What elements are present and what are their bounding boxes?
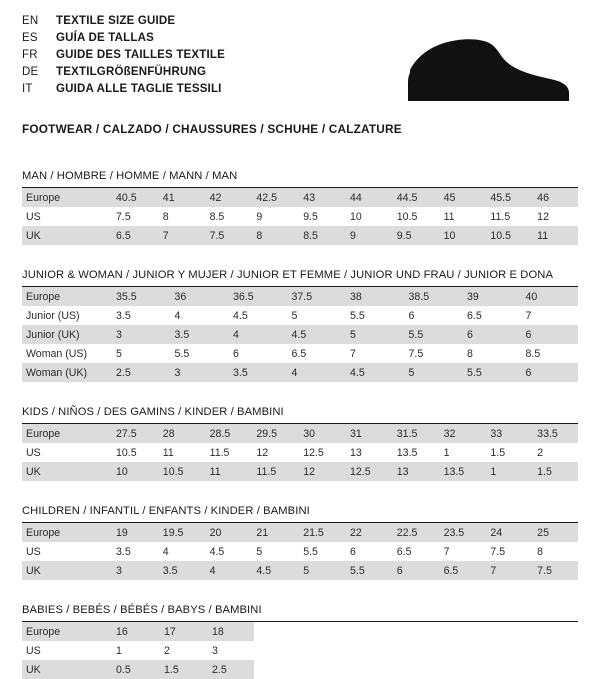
size-cell: 7: [443, 545, 450, 558]
table-row: [22, 542, 578, 561]
row-label: Woman (UK): [22, 363, 110, 382]
size-cell: 8: [467, 347, 473, 360]
size-cell: 43: [297, 188, 344, 207]
size-cell: 1: [443, 446, 450, 459]
size-cell: 25: [531, 523, 578, 542]
table-row: [22, 561, 578, 580]
row-label: US: [26, 446, 41, 459]
size-cell: 7.5: [490, 545, 506, 558]
size-cell: 44.5: [391, 188, 438, 207]
size-cell: 11: [204, 462, 251, 481]
size-cell: 5: [116, 347, 122, 360]
size-cell: 5.5: [174, 347, 190, 360]
size-cell: 12: [297, 462, 344, 481]
size-cell: 38: [344, 287, 403, 306]
size-cell: 11.5: [490, 210, 511, 223]
size-cell: 36.5: [227, 287, 286, 306]
size-cell: 9.5: [303, 210, 318, 223]
size-cell: 3.5: [116, 545, 131, 558]
size-cell: 6: [349, 545, 356, 558]
size-block-title: KIDS / NIÑOS / DES GAMINS / KINDER / BAMBINI: [22, 406, 578, 424]
size-cell: 4.5: [209, 545, 225, 558]
row-label: Junior (UK): [22, 325, 110, 344]
size-cell: 5: [297, 561, 344, 580]
size-block: [22, 170, 578, 245]
size-table: [22, 287, 578, 382]
size-cell: 30: [297, 424, 344, 443]
size-cell: 11.5: [250, 462, 297, 481]
size-cell: 42: [204, 188, 251, 207]
size-cell: 31.5: [391, 424, 438, 443]
size-cell: 10.5: [157, 462, 204, 481]
size-cell: 2.5: [206, 660, 254, 679]
size-cell: 21: [250, 523, 297, 542]
size-cell: 12: [256, 446, 269, 459]
size-cell: 4: [204, 561, 251, 580]
size-cell: 46: [531, 188, 578, 207]
size-cell: 5.5: [403, 325, 462, 344]
table-row: [22, 523, 578, 542]
size-cell: 10.5: [484, 226, 531, 245]
size-cell: 7: [350, 347, 356, 360]
size-cell: 7: [157, 226, 204, 245]
table-row: [22, 363, 578, 382]
size-cell: 19.5: [157, 523, 204, 542]
language-row: [22, 31, 225, 48]
size-cell: 3.5: [169, 325, 228, 344]
row-label: US: [26, 545, 41, 558]
size-cell: 7.5: [531, 561, 578, 580]
size-cell: 33.5: [531, 424, 578, 443]
size-cell: 1: [116, 644, 122, 657]
size-cell: 19: [110, 523, 157, 542]
size-cell: 9: [344, 226, 391, 245]
size-cell: 3: [169, 363, 228, 382]
table-row: [22, 462, 578, 481]
size-cell: 5: [256, 545, 263, 558]
size-cell: 8.5: [209, 210, 225, 223]
row-label: UK: [22, 226, 110, 245]
dress-shoe-icon: [372, 30, 572, 108]
size-cell: 1.5: [531, 462, 578, 481]
size-cell: 11: [531, 226, 578, 245]
size-table: [22, 622, 578, 679]
table-row: [22, 660, 578, 679]
size-cell: 6.5: [467, 309, 482, 322]
size-cell: 11: [162, 446, 174, 459]
size-blocks: [22, 170, 578, 679]
size-cell: 9.5: [391, 226, 438, 245]
table-row: [22, 226, 578, 245]
size-cell: 37.5: [286, 287, 345, 306]
language-title: TEXTILE SIZE GUIDE: [56, 15, 176, 27]
row-label: UK: [22, 462, 110, 481]
language-row: [22, 14, 225, 31]
size-cell: 7: [525, 309, 532, 322]
size-cell: 1: [484, 462, 531, 481]
language-code: DE: [22, 66, 39, 78]
row-label: Europe: [22, 287, 110, 306]
size-cell: 41: [157, 188, 204, 207]
size-cell: 6: [233, 347, 239, 360]
size-cell: 32: [438, 424, 485, 443]
language-title-list: [22, 14, 225, 99]
size-cell: 3.5: [227, 363, 286, 382]
row-label: Europe: [22, 523, 110, 542]
document-header: [22, 14, 578, 108]
size-cell: 40.5: [110, 188, 157, 207]
language-code: FR: [22, 49, 38, 61]
size-cell: 8.5: [525, 347, 541, 360]
size-cell: 6: [520, 325, 579, 344]
spacer-cell: [254, 660, 578, 679]
table-row: [22, 622, 578, 641]
size-cell: 7.5: [116, 210, 131, 223]
size-cell: 2: [537, 446, 544, 459]
size-cell: 23.5: [438, 523, 485, 542]
size-cell: 7.5: [408, 347, 424, 360]
language-title: TEXTILGRÖßENFÜHRUNG: [56, 66, 207, 78]
row-label: Junior (US): [26, 309, 80, 322]
size-cell: 22.5: [391, 523, 438, 542]
size-cell: 2: [164, 644, 170, 657]
size-block-title: CHILDREN / INFANTIL / ENFANTS / KINDER / BAMBINI: [22, 505, 578, 523]
size-cell: 1.5: [490, 446, 506, 459]
size-cell: 6: [408, 309, 415, 322]
size-cell: 3: [110, 325, 169, 344]
size-cell: 16: [110, 622, 158, 641]
size-cell: 13: [391, 462, 438, 481]
language-row: [22, 82, 225, 99]
spacer-cell: [254, 622, 578, 641]
size-cell: 6.5: [291, 347, 307, 360]
size-cell: 10.5: [116, 446, 137, 459]
table-row: [22, 306, 578, 325]
row-label: Europe: [22, 424, 110, 443]
size-cell: 7.5: [204, 226, 251, 245]
size-cell: 40: [520, 287, 579, 306]
size-block: [22, 269, 578, 382]
table-row: [22, 424, 578, 443]
size-cell: 8: [537, 545, 544, 558]
language-title: GUIDA ALLE TAGLIE TESSILI: [56, 83, 222, 95]
language-row: [22, 48, 225, 65]
size-cell: 6.5: [110, 226, 157, 245]
table-row: [22, 443, 578, 462]
table-row: [22, 188, 578, 207]
size-cell: 5: [403, 363, 462, 382]
size-cell: 8: [162, 210, 169, 223]
size-cell: 4: [162, 545, 169, 558]
spacer-cell: [254, 641, 578, 660]
size-cell: 6: [391, 561, 438, 580]
size-cell: 6: [520, 363, 579, 382]
size-cell: 45: [438, 188, 485, 207]
size-cell: 13.5: [438, 462, 485, 481]
size-block-title: MAN / HOMBRE / HOMME / MANN / MAN: [22, 170, 578, 188]
size-cell: 17: [158, 622, 206, 641]
size-cell: 45.5: [484, 188, 531, 207]
size-cell: 18: [206, 622, 254, 641]
size-block: [22, 406, 578, 481]
size-cell: 12.5: [344, 462, 391, 481]
size-cell: 5.5: [303, 545, 318, 558]
language-title: GUIDE DES TAILLES TEXTILE: [56, 49, 225, 61]
table-row: [22, 207, 578, 226]
size-cell: 5.5: [344, 561, 391, 580]
size-cell: 10: [349, 210, 362, 223]
size-block-title: JUNIOR & WOMAN / JUNIOR Y MUJER / JUNIOR ET FEMME / JUNIOR UND FRAU / JUNIOR E DONA: [22, 269, 578, 287]
size-cell: 12: [537, 210, 549, 223]
size-cell: 4.5: [286, 325, 345, 344]
size-cell: 1.5: [158, 660, 206, 679]
row-label: Europe: [22, 622, 110, 641]
language-row: [22, 65, 225, 82]
size-cell: 13.5: [396, 446, 418, 459]
size-cell: 36: [169, 287, 228, 306]
size-cell: 28.5: [204, 424, 251, 443]
row-label: Woman (US): [26, 347, 88, 360]
table-row: [22, 287, 578, 306]
size-cell: 8: [250, 226, 297, 245]
size-cell: 4.5: [344, 363, 403, 382]
size-cell: 20: [204, 523, 251, 542]
row-label: UK: [22, 561, 110, 580]
row-label: Europe: [22, 188, 110, 207]
size-cell: 12.5: [303, 446, 324, 459]
size-table: [22, 424, 578, 481]
size-table: [22, 523, 578, 580]
size-cell: 44: [344, 188, 391, 207]
size-cell: 24: [484, 523, 531, 542]
size-cell: 3: [212, 644, 218, 657]
size-cell: 29.5: [250, 424, 297, 443]
row-label: UK: [22, 660, 110, 679]
size-cell: 33: [484, 424, 531, 443]
size-block-title: BABIES / BEBÉS / BÉBÉS / BABYS / BAMBINI: [22, 604, 578, 622]
size-cell: 5: [344, 325, 403, 344]
size-cell: 28: [157, 424, 204, 443]
size-cell: 3.5: [157, 561, 204, 580]
table-row: [22, 641, 578, 660]
size-cell: 10: [110, 462, 157, 481]
size-cell: 4: [286, 363, 345, 382]
language-code: IT: [22, 83, 33, 95]
size-cell: 6.5: [438, 561, 485, 580]
size-cell: 21.5: [297, 523, 344, 542]
size-cell: 5.5: [461, 363, 520, 382]
language-code: ES: [22, 32, 38, 44]
category-heading: FOOTWEAR / CALZADO / CHAUSSURES / SCHUHE / CALZATURE: [22, 122, 402, 136]
table-row: [22, 325, 578, 344]
row-label: US: [26, 210, 41, 223]
size-cell: 4: [174, 309, 181, 322]
language-title: GUÍA DE TALLAS: [56, 32, 154, 44]
size-cell: 0.5: [110, 660, 158, 679]
size-block: [22, 505, 578, 580]
size-cell: 11.5: [209, 446, 230, 459]
size-cell: 2.5: [110, 363, 169, 382]
size-cell: 22: [344, 523, 391, 542]
size-table: [22, 188, 578, 245]
size-cell: 38.5: [403, 287, 462, 306]
size-cell: 3: [110, 561, 157, 580]
size-cell: 31: [344, 424, 391, 443]
size-cell: 39: [461, 287, 520, 306]
size-cell: 5: [291, 309, 298, 322]
size-cell: 6.5: [396, 545, 412, 558]
size-cell: 6: [461, 325, 520, 344]
size-cell: 4: [227, 325, 286, 344]
size-cell: 9: [256, 210, 263, 223]
size-cell: 5.5: [350, 309, 365, 322]
size-cell: 27.5: [110, 424, 157, 443]
row-label: US: [26, 644, 41, 657]
size-cell: 13: [349, 446, 362, 459]
size-cell: 10.5: [396, 210, 418, 223]
size-block: [22, 604, 578, 679]
table-row: [22, 344, 578, 363]
size-cell: 42.5: [250, 188, 297, 207]
size-cell: 10: [438, 226, 485, 245]
size-cell: 35.5: [110, 287, 169, 306]
size-cell: 3.5: [116, 309, 131, 322]
size-cell: 7: [484, 561, 531, 580]
language-code: EN: [22, 15, 39, 27]
size-cell: 4.5: [250, 561, 297, 580]
size-cell: 11: [443, 210, 455, 223]
size-cell: 8.5: [297, 226, 344, 245]
size-cell: 4.5: [233, 309, 248, 322]
